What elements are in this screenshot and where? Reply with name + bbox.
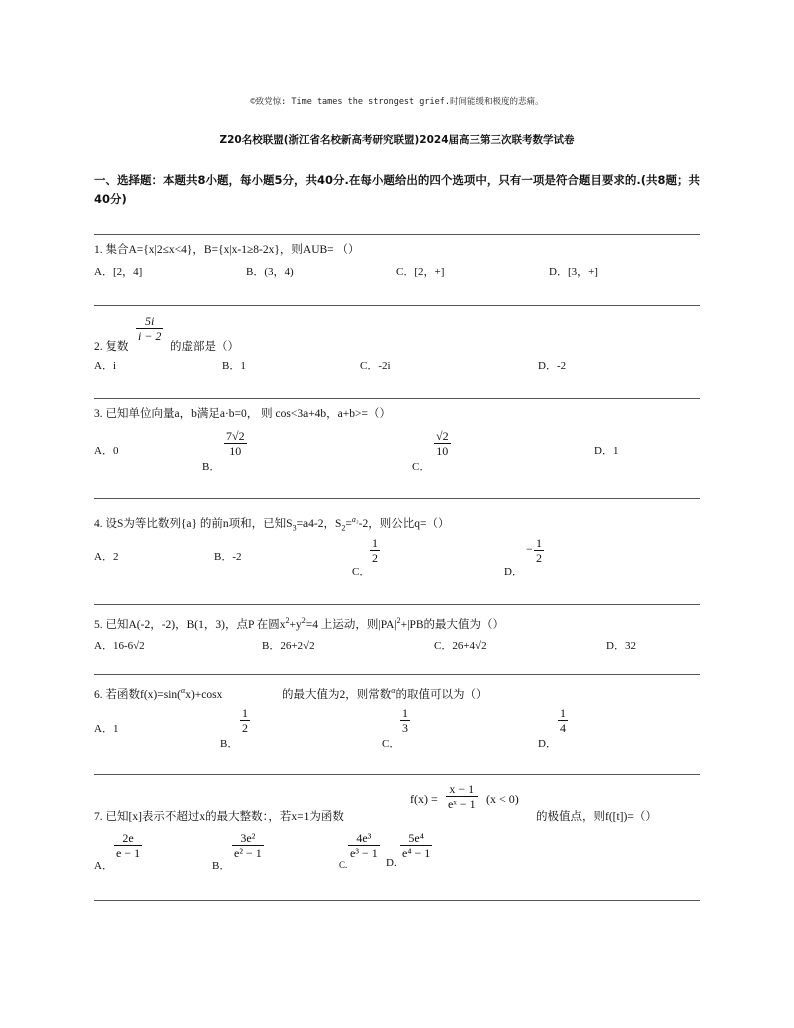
motto: ©致党惊: Time tames the strongest grief.时间能缓和极度的悲痛。 [250, 97, 544, 107]
q7-option-c-label: C. [339, 860, 348, 870]
section-heading: 一、选择题：本题共8小题，每小题5分，共40分.在每小题给出的四个选项中，只有一项是符合题目要求的.(共8题；共40分) [94, 173, 700, 206]
divider [94, 604, 700, 605]
q3-option-b-fraction: 7√2 10 [226, 429, 245, 458]
q7-function-fraction: x − 1 eˣ − 1 [448, 782, 476, 811]
q3-option-c-label: C． [412, 461, 431, 473]
q7-option-a-fraction: 2e e − 1 [116, 831, 141, 860]
divider [94, 900, 700, 901]
q3-option-b-label: B． [202, 461, 221, 473]
q3-option-a: A．0 [94, 445, 119, 457]
q7-option-d-label: D. [386, 857, 397, 869]
exam-title: Z20名校联盟(浙江省名校新高考研究联盟)2024届高三第三次联考数学试卷 [219, 134, 575, 146]
q6-option-c-label: C． [382, 738, 401, 750]
question-1-stem: 1. 集合A={x|2≤x<4}，B={x|x-1≥8-2x}，则AUB= （） [94, 244, 360, 256]
divider [94, 674, 700, 675]
q3-option-d: D．1 [594, 445, 619, 457]
q5-option-d: D．32 [606, 640, 636, 652]
question-5-stem: 5. 已知A(-2，-2)，B(1，3)，点P 在圆$x^2+y^2=4$ 上运动，则$|PA|^2+|PB$的最大值为（） [94, 616, 505, 631]
q1-option-b: B．(3，4) [246, 266, 294, 278]
q7-option-a-label: A． [94, 860, 113, 872]
divider [94, 774, 700, 775]
q4-option-a: A．2 [94, 551, 119, 563]
q4-option-d-sign: − [526, 542, 533, 556]
divider [94, 234, 700, 235]
question-7-stem-b: 的极值点，则f([t])=（） [536, 811, 657, 823]
q3-option-c-fraction: √2 10 [436, 429, 449, 458]
q2-option-b: B．1 [222, 360, 246, 372]
q7-function-lhs: f(x) = [410, 792, 438, 806]
q6-option-d-label: D． [538, 738, 557, 750]
q6-option-a: A．1 [94, 723, 119, 735]
q2-frac-num: 5i [145, 314, 155, 328]
q5-option-b: B．26+2√2 [262, 640, 315, 652]
q2-option-d: D．-2 [538, 360, 567, 372]
q7-option-c-fraction: 4e³ e³ − 1 [350, 831, 378, 860]
divider [94, 498, 700, 499]
question-2-prefix: 2. 复数 [94, 341, 129, 353]
q7-option-b-label: B． [212, 860, 231, 872]
q7-option-d-fraction: 5e⁴ e⁴ − 1 [402, 831, 431, 860]
question-3-stem: 3. 已知单位向量a，b满足a·b=0， 则 cos<3a+4b，a+b>=（） [94, 408, 391, 420]
q2-fraction [136, 314, 163, 343]
q6-option-b-fraction: 1 2 [242, 706, 248, 735]
question-4-stem: 4. 设S为等比数列{a} 的前n项和，已知$S_3=a4-2$，$S_2=^{a_3}-2$，则公比q=（） [94, 515, 450, 533]
q5-option-c: C．26+4√2 [434, 640, 487, 652]
divider [94, 305, 700, 306]
q4-option-d-fraction: 1 2 [536, 536, 542, 565]
question-7-stem-a: 7. 已知[x]表示不超过x的最大整数：，若x=1为函数 [94, 811, 344, 823]
divider [94, 398, 700, 399]
q7-function-condition: (x < 0) [486, 792, 519, 806]
q2-option-c: C．-2i [360, 360, 391, 372]
q2-option-a: A．i [94, 360, 116, 372]
q6-option-c-fraction: 1 3 [402, 706, 408, 735]
q6-option-d-fraction: 1 4 [560, 706, 566, 735]
question-6-stem: 6. 若函数f(x)=sin($^\alpha$x)+cosx [94, 686, 223, 701]
question-2-suffix: 的虚部是（） [170, 341, 239, 353]
q6-option-b-label: B． [220, 738, 239, 750]
q1-option-d: D．[3，+] [549, 266, 598, 278]
question-6-stem-cont: 的最大值为2，则常数$^\alpha$的取值可以为（） [282, 686, 488, 701]
q2-frac-den: i − 2 [138, 329, 162, 343]
q5-option-a: A．16-6√2 [94, 640, 145, 652]
q1-option-c: C．[2，+] [396, 266, 445, 278]
q7-option-b-fraction: 3e² e² − 1 [234, 831, 262, 860]
q4-option-c-fraction: 1 2 [372, 536, 378, 565]
q4-option-d-label: D． [504, 566, 523, 578]
q4-option-c-label: C． [352, 566, 371, 578]
q1-option-a: A．[2，4] [94, 266, 143, 278]
q4-option-b: B．-2 [214, 551, 242, 563]
